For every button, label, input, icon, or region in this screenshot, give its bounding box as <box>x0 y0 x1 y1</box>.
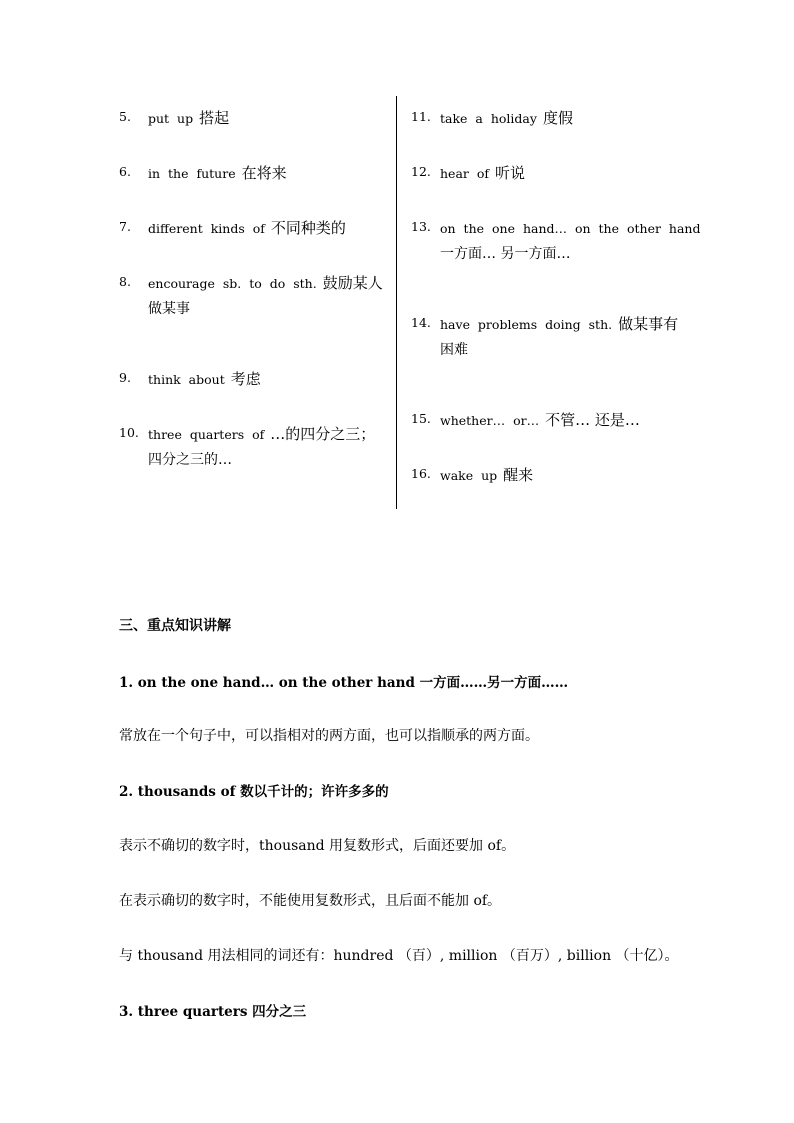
phrase-english: hear of <box>440 166 490 181</box>
paragraph-4: 与 thousand 用法相同的词还有：hundred （百）, million （百万）, billion （十亿）。 <box>119 948 679 964</box>
heading-2: 2. thousands of 数以千计的；许许多多的 <box>119 784 389 800</box>
phrase-continuation: 一方面… 另一方面… <box>440 246 571 262</box>
phrase-chinese: 考虑 <box>230 370 261 388</box>
item-number: 12. <box>411 164 431 179</box>
item-number: 14. <box>411 315 431 330</box>
phrase-chinese: 不管… 还是… <box>545 411 640 429</box>
phrase-english: wake up <box>440 468 498 483</box>
item-number: 11. <box>411 109 431 124</box>
phrase-chinese: 鼓励某人 <box>322 274 383 292</box>
phrase-chinese: 搭起 <box>199 109 230 127</box>
paragraph-1: 常放在一个句子中，可以指相对的两方面，也可以指顺承的两方面。 <box>119 728 539 744</box>
phrase-item-5 <box>119 96 391 151</box>
phrase-chinese: 在将来 <box>241 164 287 182</box>
heading-3: 3. three quarters 四分之三 <box>119 1004 307 1020</box>
phrase-continuation: 四分之三的… <box>148 452 232 468</box>
phrase-continuation: 做某事 <box>148 301 190 317</box>
phrase-english: in the future <box>148 166 236 181</box>
phrase-english: put up <box>148 111 194 126</box>
phrase-english: have problems doing sth. <box>440 317 613 332</box>
paragraph-2: 表示不确切的数字时，thousand 用复数形式，后面还要加 of。 <box>119 838 516 854</box>
phrase-item-6 <box>119 151 391 206</box>
item-number: 15. <box>411 411 431 426</box>
phrase-item-16 <box>411 453 701 508</box>
phrase-chinese: 听说 <box>495 164 526 182</box>
phrase-item-13 <box>411 206 701 302</box>
left-phrase-column <box>119 96 391 493</box>
section-title: 三、重点知识讲解 <box>119 618 231 634</box>
item-number: 8. <box>119 274 131 289</box>
phrase-english: whether… or… <box>440 413 540 428</box>
item-number: 16. <box>411 466 431 481</box>
phrase-chinese: 做某事有 <box>618 315 679 333</box>
item-number: 6. <box>119 164 131 179</box>
right-phrase-column <box>411 96 701 508</box>
item-number: 10. <box>119 425 139 440</box>
phrase-english: three quarters of <box>148 427 265 442</box>
phrase-english: think about <box>148 372 225 387</box>
item-number: 5. <box>119 109 131 124</box>
heading-1: 1. on the one hand… on the other hand 一方面……另一方面…… <box>119 675 569 691</box>
phrase-continuation: 困难 <box>440 342 468 358</box>
column-divider <box>396 96 397 509</box>
phrase-item-10 <box>119 412 391 493</box>
phrase-english: encourage sb. to do sth. <box>148 276 317 291</box>
phrase-item-14 <box>411 302 701 398</box>
phrase-chinese: …的四分之三； <box>270 425 376 443</box>
phrase-english: take a holiday <box>440 111 537 126</box>
phrase-chinese: 醒来 <box>503 466 534 484</box>
paragraph-3: 在表示确切的数字时，不能使用复数形式，且后面不能加 of。 <box>119 893 502 909</box>
item-number: 7. <box>119 219 131 234</box>
phrase-item-9 <box>119 357 391 412</box>
phrase-item-12 <box>411 151 701 206</box>
item-number: 13. <box>411 219 431 234</box>
phrase-chinese: 不同种类的 <box>270 219 346 237</box>
phrase-item-7 <box>119 206 391 261</box>
item-number: 9. <box>119 370 131 385</box>
phrase-english: on the one hand… on the other hand <box>440 221 701 236</box>
phrase-english: different kinds of <box>148 221 265 236</box>
phrase-chinese: 度假 <box>542 109 573 127</box>
phrase-item-15 <box>411 398 701 453</box>
phrase-item-11 <box>411 96 701 151</box>
phrase-item-8 <box>119 261 391 357</box>
